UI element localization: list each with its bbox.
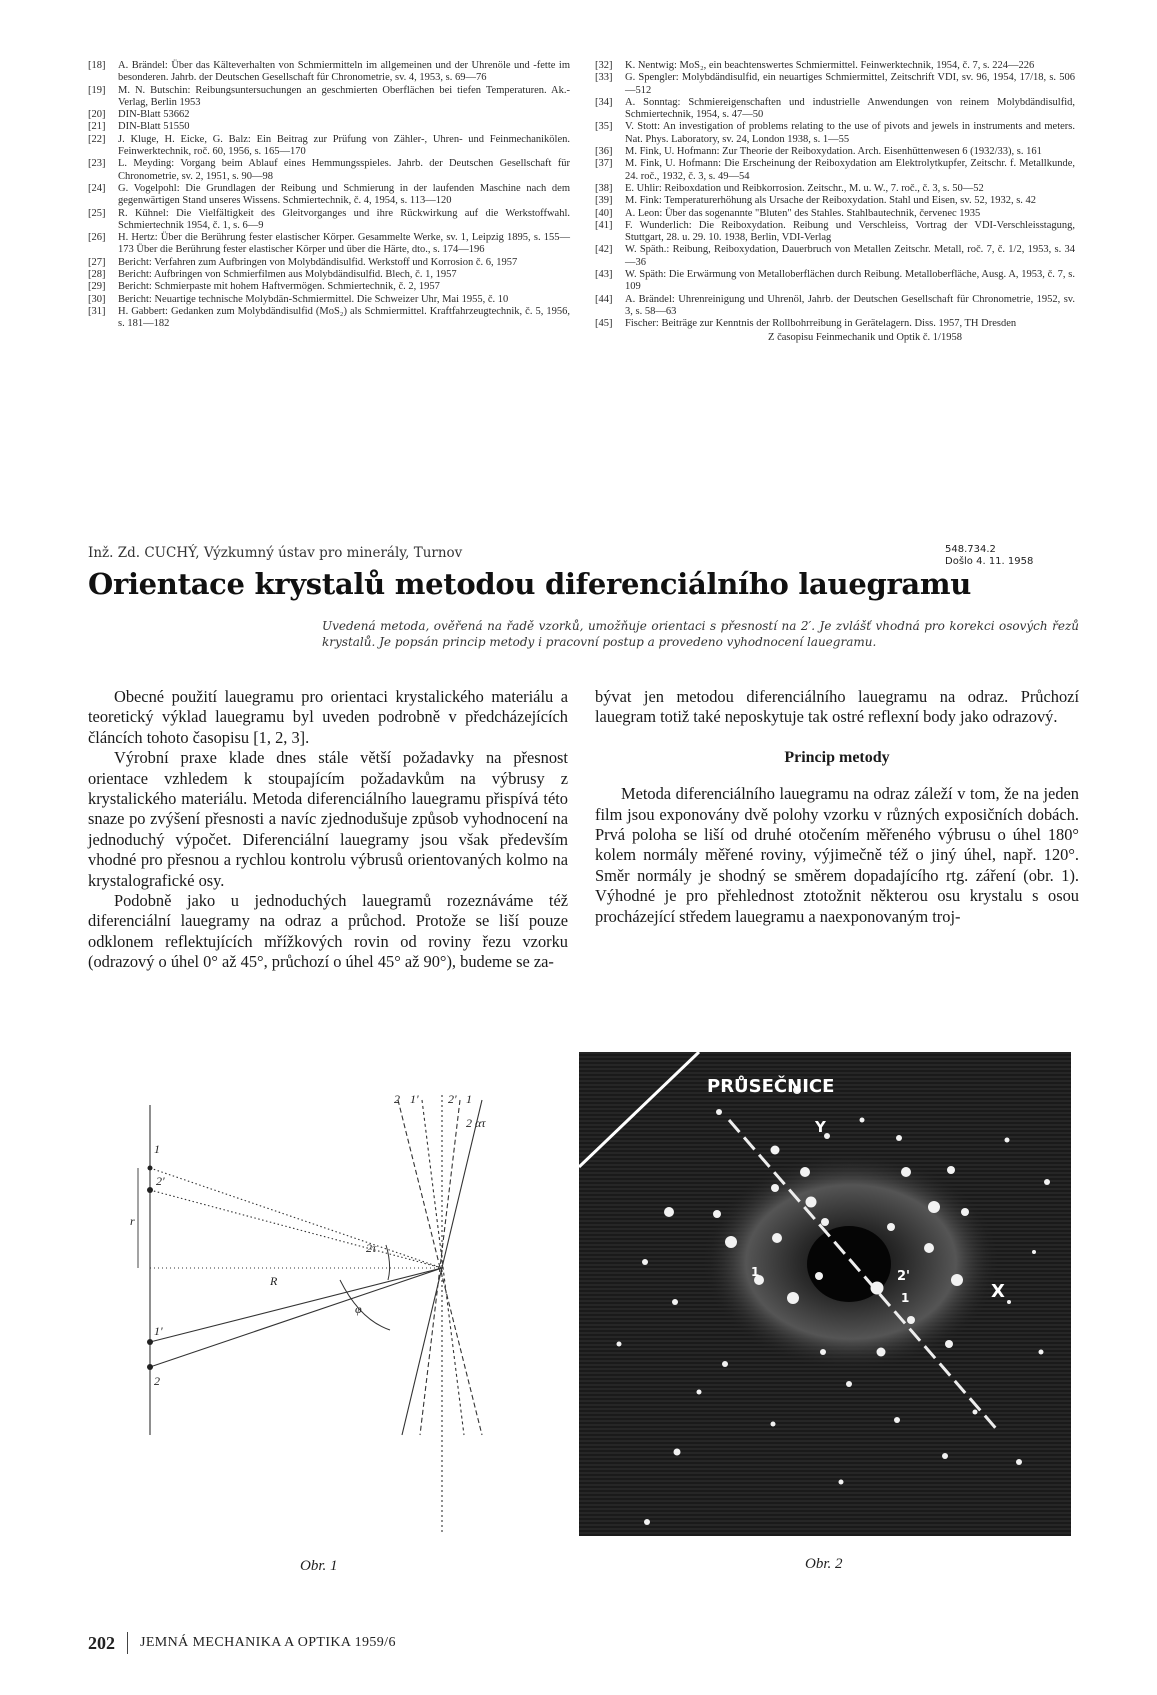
reference-text: M. Fink, U. Hofmann: Die Erscheinung der Reiboxydation am Elektrolytkupfer, Zeitschr. f. Metallkunde, 24. roč., 1932, č. 3, s. 49—54 bbox=[625, 158, 1075, 182]
reference-number: [36] bbox=[595, 146, 613, 158]
label-one-b: 1 bbox=[901, 1291, 910, 1305]
label-2prime: 2' bbox=[156, 1174, 165, 1188]
reference-text: F. Wunderlich: Die Reiboxydation. Reibung und Verschleiss, Vortrag der VDI-Verschleisstagung, Stuttgart, 28. u. 29. 10. 1938, Berlin, VDI-Verlag bbox=[625, 219, 1075, 244]
reference-number: [45] bbox=[595, 318, 613, 330]
body-paragraph: Podobně jako u jednoduchých lauegramů rozeznáváme též diferenciální lauegramy na odraz a průchod. Protože se liší pouze odklonem reflektujících mřížkových rovin od roviny řezu vzorku (odrazový o úhel 0° až 45°, průchozí o úhel 45° až 90°), budeme se za- bbox=[88, 891, 568, 972]
reference-entry bbox=[595, 97, 1075, 122]
reference-text: W. Späth.: Reibung, Reiboxydation, Dauerbruch von Metallen Zeitschr. Metall, roč. 7, č. 1/2, 1953, s. 34—36 bbox=[625, 244, 1075, 268]
reference-text: A. Brändel: Über das Kälteverhalten von Schmiermitteln im allgemeinen und der Uhrenöle und -fette im besonderen. Jahrb. der Deutschen Gesellschaft für Chronometrie, sv. 4, 1953, s. 69—76 bbox=[118, 60, 570, 84]
reference-entry bbox=[88, 257, 570, 269]
section-heading: Princip metody bbox=[784, 748, 890, 766]
source-note: Z časopisu Feinmechanik und Optik č. 1/1958 bbox=[768, 331, 962, 343]
reference-entry bbox=[595, 183, 1075, 195]
article-title: Orientace krystalů metodou diferenciálního lauegramu bbox=[88, 567, 972, 601]
reference-entry bbox=[88, 121, 570, 133]
reference-number: [42] bbox=[595, 244, 613, 256]
reference-number: [18] bbox=[88, 60, 106, 71]
reference-number: [41] bbox=[595, 219, 613, 231]
reference-number: [25] bbox=[88, 207, 106, 219]
reference-text: Bericht: Aufbringen von Schmierfilmen aus Molybdändisulfid. Blech, č. 1, 1957 bbox=[118, 269, 457, 281]
reference-number: [23] bbox=[88, 158, 106, 170]
reference-text: E. Uhlir: Reiboxdation und Reibkorrosion. Zeitschr., M. u. W., 7. roč., č. 3, s. 50—52 bbox=[625, 182, 984, 194]
label-1prime: 1' bbox=[154, 1324, 163, 1338]
reference-number: [31] bbox=[88, 305, 106, 317]
reference-number: [44] bbox=[595, 293, 613, 305]
references-left bbox=[88, 60, 570, 331]
point-1 bbox=[148, 1166, 153, 1171]
article-abstract: Uvedená metoda, ověřená na řadě vzorků, umožňuje orientaci s přesností na 2′. Je zvlášť vhodná pro korekci osových řezů krystalů. Je popsán princip metody i pracovní postup a provedeno vyhodnocení lauegramu. bbox=[322, 619, 1079, 649]
label-1: 1 bbox=[154, 1142, 160, 1156]
reference-number: [37] bbox=[595, 158, 613, 170]
reference-entry bbox=[595, 294, 1075, 319]
label-x: X bbox=[991, 1281, 1005, 1302]
label-R: R bbox=[270, 1274, 278, 1288]
reference-entry bbox=[595, 146, 1075, 158]
reference-text: M. Fink: Temperaturerhöhung als Ursache der Reiboxydation. Stahl und Eisen, sv. 52, 1932, s. 42 bbox=[625, 195, 1037, 207]
reference-number: [43] bbox=[595, 269, 613, 281]
reference-entry bbox=[595, 208, 1075, 220]
reference-number: [21] bbox=[88, 121, 106, 133]
footer-divider bbox=[127, 1632, 128, 1654]
ray-2 bbox=[150, 1268, 442, 1367]
reference-number: [32] bbox=[595, 60, 613, 71]
body-paragraph: Obecné použití lauegramu pro orientaci krystalického materiálu a teoretický výklad lauegramu byl uveden podrobně v předcházejících článcích tohoto časopisu [1, 2, 3]. bbox=[88, 687, 568, 747]
label-top-2prime: 2' bbox=[448, 1092, 457, 1106]
body-paragraph: Metoda diferenciálního lauegramu na odraz záleží v tom, že na jeden film jsou exponovány dvě polohy vzorku v různých exposičních dobách. Prvá poloha se liší od druhé otočením měřeného výbrusu o úhel 180° kolem normály měřené roviny, výjimečně též o jiný úhel, např. 120°. Směr normály je shodný se směrem dopadajícího rtg. záření (obr. 1). Výhodné je pro přehlednost ztotožnit některou osu krystalu s osou procházející středem lauegramu a naexponovaným troj- bbox=[595, 784, 1079, 926]
body-paragraph-continuation: bývat jen metodou diferenciálního lauegramu na odraz. Průchozí lauegram totiž také neposkytuje tak ostré reflexní body jako odrazový. bbox=[595, 687, 1079, 727]
reference-entry bbox=[595, 269, 1075, 294]
label-prusecnice: PRŮSEČNICE bbox=[707, 1076, 835, 1097]
reference-text: G. Spengler: Molybdändisulfid, ein neuartiges Schmiermittel, Zeitschrift VDI, sv. 96, 1954, 17/18, s. 506—512 bbox=[625, 72, 1075, 96]
received-date: Došlo 4. 11. 1958 bbox=[945, 556, 1034, 567]
page-number: 202 bbox=[88, 1632, 115, 1653]
label-top-1: 1 bbox=[466, 1092, 472, 1106]
reference-text: H. Hertz: Über die Berührung fester elastischer Körper. Gesammelte Werke, sv. 1, Leipzig 1895, s. 155—173 Über die Berührung fester elastischer Körper und über die Härte, dto., s. 174—196 bbox=[118, 232, 570, 256]
reference-text: Bericht: Verfahren zum Aufbringen von Molybdändisulfid. Werkstoff und Korrosion č. 6, 1957 bbox=[118, 256, 518, 268]
reference-entry bbox=[88, 269, 570, 281]
reference-text: DIN-Blatt 51550 bbox=[118, 121, 190, 133]
reference-text: A. Leon: Über das sogenannte "Bluten" des Stahles. Stahlbautechnik, červenec 1935 bbox=[625, 207, 981, 219]
reference-number: [35] bbox=[595, 121, 613, 133]
body-paragraph: Výrobní praxe klade dnes stále větší požadavky na přesnost orientace vzhledem k stoupajícím požadavkům na výbrusy z krystalického materiálu. Metoda diferenciálního lauegramu přispívá této snaze po zvýšení přesnosti a navíc zjednodušuje způsob vyhodnocení na jednoduchý výpočet. Diferenciální lauegramy jsou však především vhodné pro přesnou a rychlou kontrolu výbrusů orientovaných kolmo na krystalografické osy. bbox=[88, 748, 568, 890]
reference-entry bbox=[88, 60, 570, 85]
reference-text: L. Meyding: Vorgang beim Ablauf eines Hemmungsspieles. Jahrb. der Deutschen Gesellschaft für Chronometrie, sv. 2, 1951, s. 90—98 bbox=[118, 158, 570, 182]
reference-number: [27] bbox=[88, 256, 106, 268]
reference-text: Fischer: Beiträge zur Kenntnis der Rollbohrreibung in Gerätelagern. Diss. 1957, TH Dresden bbox=[625, 318, 1017, 330]
reference-entry bbox=[88, 109, 570, 121]
reference-entry bbox=[88, 294, 570, 306]
label-2-alpha-tau: 2 ατ bbox=[466, 1116, 486, 1130]
figure-2-caption: Obr. 2 bbox=[805, 1556, 843, 1572]
label-y: Y bbox=[815, 1118, 826, 1136]
reference-text: H. Gabbert: Gedanken zum Molybdändisulfid (MoS₂) als Schmiermittel. Kraftfahrzeugtechnik, č. 5, 1956, s. 181—182 bbox=[118, 305, 570, 330]
reference-text: R. Kühnel: Die Vielfältigkeit des Gleitvorganges und ihre Rückwirkung auf die Werkstoffwahl. Schmiertechnik 1954, č. 1, s. 6—9 bbox=[118, 207, 570, 231]
reference-number: [28] bbox=[88, 269, 106, 281]
reference-entry bbox=[595, 121, 1075, 146]
reference-entry bbox=[595, 72, 1075, 97]
reference-entry bbox=[88, 158, 570, 183]
reference-number: [33] bbox=[595, 72, 613, 84]
reference-entry bbox=[88, 183, 570, 208]
reference-entry bbox=[595, 158, 1075, 183]
label-top-2: 2 bbox=[394, 1092, 400, 1106]
body-column-right bbox=[595, 687, 1079, 927]
reference-text: V. Stott: An investigation of problems relating to the use of pivots and jewels in instruments and meters. Nat. Phys. Laboratory, sv. 24, London 1938, s. 1—55 bbox=[625, 121, 1075, 145]
reference-entry bbox=[88, 208, 570, 233]
reference-number: [40] bbox=[595, 207, 613, 219]
reference-number: [19] bbox=[88, 84, 106, 96]
author-line: Inž. Zd. CUCHÝ, Výzkumný ústav pro minerály, Turnov bbox=[88, 545, 463, 561]
reference-entry bbox=[595, 220, 1075, 245]
normal-line-b bbox=[422, 1100, 464, 1435]
point-2prime bbox=[147, 1187, 153, 1193]
references-right bbox=[595, 60, 1075, 344]
reference-number: [20] bbox=[88, 109, 106, 121]
reference-entry bbox=[88, 281, 570, 293]
reference-text: Bericht: Schmierpaste mit hohem Haftvermögen. Schmiertechnik, č. 2, 1957 bbox=[118, 281, 440, 293]
reference-entry bbox=[595, 195, 1075, 207]
reference-entry bbox=[595, 318, 1075, 330]
reference-number: [38] bbox=[595, 182, 613, 194]
page-footer bbox=[88, 1632, 396, 1654]
reference-text: W. Späth: Die Erwärmung von Metalloberflächen durch Reibung. Metalloberfläche, Ausg. A, 1953, č. 7, s. 109 bbox=[625, 269, 1075, 293]
reference-entry bbox=[88, 85, 570, 110]
ray-2prime bbox=[150, 1190, 442, 1268]
label-phi: φ bbox=[355, 1302, 362, 1316]
classification-code: 548.734.2 bbox=[945, 544, 996, 555]
reference-text: M. Fink, U. Hofmann: Zur Theorie der Reiboxydation. Arch. Eisenhüttenwesen 6 (1932/33), s. 161 bbox=[625, 146, 1042, 158]
figure-1-caption: Obr. 1 bbox=[300, 1558, 338, 1574]
reference-entry bbox=[88, 306, 570, 331]
figure-1-diagram bbox=[130, 1092, 490, 1535]
label-one: 1 bbox=[751, 1265, 760, 1279]
reference-number: [29] bbox=[88, 281, 106, 293]
reference-entry bbox=[88, 232, 570, 257]
reference-number: [34] bbox=[595, 96, 613, 108]
article-meta bbox=[945, 544, 1033, 568]
figure-2-laue-photo bbox=[579, 1052, 1071, 1536]
label-top-1prime: 1' bbox=[410, 1092, 419, 1106]
label-2: 2 bbox=[154, 1374, 160, 1388]
reference-text: DIN-Blatt 53662 bbox=[118, 109, 190, 121]
journal-name: JEMNÁ MECHANIKA A OPTIKA 1959/6 bbox=[140, 1635, 396, 1650]
ray-1 bbox=[150, 1168, 442, 1268]
reference-number: [26] bbox=[88, 232, 106, 244]
ray-1prime bbox=[150, 1268, 442, 1342]
reference-entry bbox=[88, 134, 570, 159]
body-column-left bbox=[88, 687, 568, 973]
label-2tau: 2τ bbox=[366, 1241, 377, 1255]
reference-number: [24] bbox=[88, 182, 106, 194]
reference-text: A. Sonntag: Schmiereigenschaften und industrielle Anwendungen von reinem Molybdändisulfid, Schmiertechnik, 1954, s. 47—50 bbox=[625, 96, 1075, 121]
label-r: r bbox=[130, 1214, 135, 1228]
reference-text: J. Kluge, H. Eicke, G. Balz: Ein Beitrag zur Prüfung von Zähler-, Uhren- und Feinmechanikölen. Feinwerktechnik, roč. 60, 1956, s. 165—170 bbox=[118, 133, 570, 158]
point-2 bbox=[147, 1364, 153, 1370]
reference-number: [39] bbox=[595, 195, 613, 207]
reference-text: M. N. Butschin: Reibungsuntersuchungen an geschmierten Oberflächen bei tiefen Temperaturen. Ak.-Verlag, Berlin 1953 bbox=[118, 84, 570, 108]
reference-text: G. Vogelpohl: Die Grundlagen der Reibung und Schmierung in der laufenden Maschine nach dem gegenwärtigen Stand unseres Wissens. Schmiertechnik, č. 4, 1954, s. 113—120 bbox=[118, 182, 570, 207]
reference-entry bbox=[595, 244, 1075, 269]
reference-text: A. Brändel: Uhrenreinigung und Uhrenöl, Jahrb. der Deutschen Gesellschaft für Chronometrie, 1952, sv. 3, s. 58—63 bbox=[625, 293, 1075, 317]
point-1prime bbox=[147, 1339, 153, 1345]
reference-entry bbox=[595, 60, 1075, 72]
reference-text: Bericht: Neuartige technische Molybdän-Schmiermittel. Die Schweizer Uhr, Mai 1955, č. 10 bbox=[118, 293, 509, 305]
label-two-prime: 2' bbox=[897, 1269, 911, 1284]
reference-text: K. Nentwig: MoS₂, ein beachtenswertes Schmiermittel. Feinwerktechnik, 1954, č. 7, s. 224—226 bbox=[625, 60, 1035, 71]
reference-number: [22] bbox=[88, 133, 106, 145]
reference-number: [30] bbox=[88, 293, 106, 305]
